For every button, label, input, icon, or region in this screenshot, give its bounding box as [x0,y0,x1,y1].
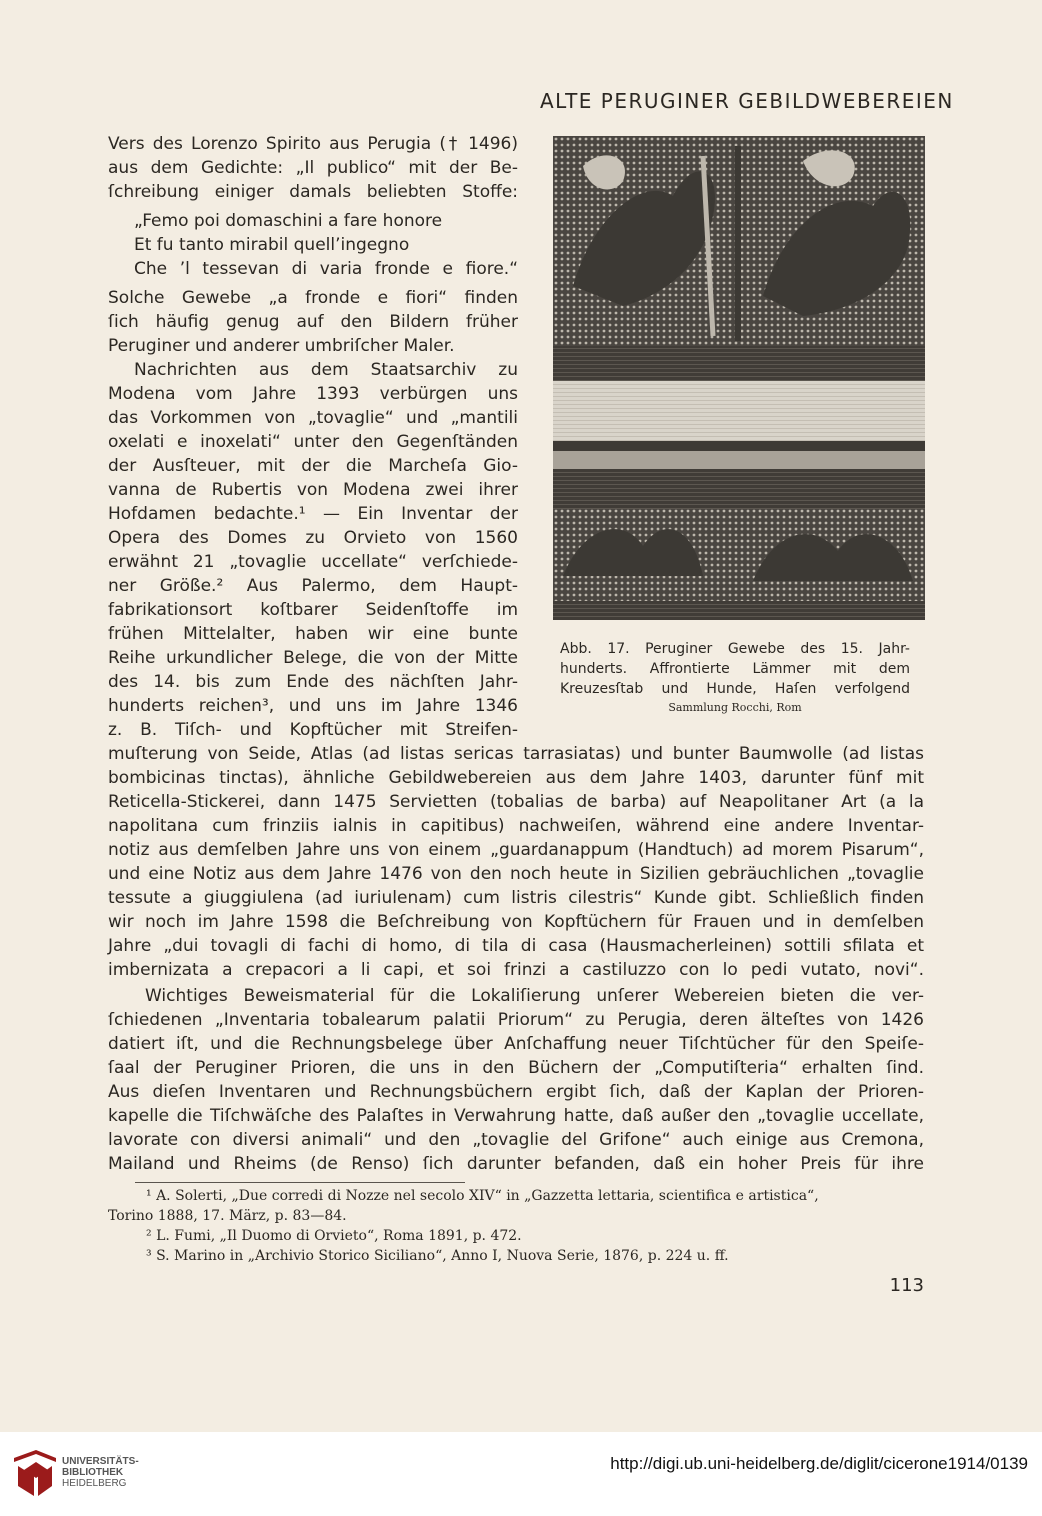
body-line: Reticella-Stickerei, dann 1475 Servietten (tobalias de barba) auf Neapolitaner Art (a la [108,792,924,812]
body-line: ſchreibung einiger damals beliebten Stoffe: [108,182,518,202]
body-line: ner Größe.² Aus Palermo, dem Haupt- [108,576,518,596]
body-line: aus dem Gedichte: „Il publico“ mit der Be- [108,158,518,178]
verse-line: Che ’l tessevan di varia fronde e fiore.“ [134,259,518,279]
figure-caption-line: hunderts. Affrontierte Lämmer mit dem [560,661,910,677]
body-line: datiert iſt, und die Rechnungsbelege über Anſchaffung neuer Tiſchtücher für den Speiſe- [108,1034,924,1054]
body-line: Reihe urkundlicher Belege, die von der Mitte [108,648,518,668]
textile-figure [553,136,925,620]
body-line: wir noch im Jahre 1598 die Beſchreibung von Kopftüchern für Frauen und in demſelben [108,912,924,932]
body-line: Wichtiges Beweismaterial für die Lokaliſierung unſerer Webereien bieten die ver- [145,986,924,1006]
body-line: Opera des Domes zu Orvieto von 1560 [108,528,518,548]
body-line: oxelati e inoxelati“ unter den Gegenſtänden [108,432,518,452]
body-line: tessute a giuggiulena (ad iuriulenam) cum listris cilestris“ Kunde gibt. Schließlich finden [108,888,924,908]
textile-image [553,136,925,620]
footnote: ² L. Fumi, „Il Duomo di Orvieto“, Roma 1891, p. 472. [146,1228,522,1244]
body-line: lavorate con diversi animali“ und den „tovaglie del Grifone“ auch einige aus Cremona, [108,1130,924,1150]
body-line: Nachrichten aus dem Staatsarchiv zu [134,360,518,380]
body-line: und eine Notiz aus dem Jahre 1476 von den noch heute in Sizilien gebräuchlichen „tovaglie [108,864,924,884]
body-line: kapelle die Tiſchwäſche des Palaſtes in Verwahrung hatte, daß außer den „tovaglie uccellate, [108,1106,924,1126]
body-line: fabrikationsort koſtbarer Seidenſtoffe im [108,600,518,620]
page-number: 113 [889,1275,924,1296]
figure-caption-line: Abb. 17. Peruginer Gewebe des 15. Jahr- [560,641,910,657]
verse-line: Et fu tanto mirabil quell’ingegno [134,235,410,255]
body-line: Vers des Lorenzo Spirito aus Perugia († 1496) [108,134,518,154]
body-line: Solche Gewebe „a fronde e fiori“ finden [108,288,518,308]
body-line: ſich häufig genug auf den Bildern früher [108,312,518,332]
footnote: ¹ A. Solerti, „Due corredi di Nozze nel secolo XIV“ in „Gazzetta lettaria, scientifica e artistica“, [146,1188,819,1204]
body-line: ſchiedenen „Inventaria tobalearum palatii Priorum“ zu Perugia, deren älteſtes von 1426 [108,1010,924,1030]
body-line: notiz aus demſelben Jahre uns von einem „guardanappum (Handtuch) ad morem Pisarum“, [108,840,924,860]
library-logo-icon [12,1448,58,1498]
permalink-url[interactable]: http://digi.ub.uni-heidelberg.de/diglit/cicerone1914/0139 [610,1454,1028,1473]
figure-caption-line: Kreuzesſtab und Hunde, Haſen verfolgend [560,681,910,697]
body-line: der Ausſteuer, mit der die Marcheſa Gio- [108,456,518,476]
body-line: z. B. Tiſch- und Kopftücher mit Streifen- [108,720,518,740]
body-line: bombicinas tinctas), ähnliche Gebildwebereien aus dem Jahre 1403, darunter fünf mit [108,768,924,788]
footnote: ³ S. Marino in „Archivio Storico Siciliano“, Anno I, Nuova Serie, 1876, p. 224 u. ff. [146,1248,729,1264]
body-line: erwähnt 21 „tovaglie uccellate“ verſchiede- [108,552,518,572]
body-line: Peruginer und anderer umbriſcher Maler. [108,336,455,356]
body-line: Modena vom Jahre 1393 verbürgen uns [108,384,518,404]
verse-line: „Femo poi domaschini a fare honore [134,211,443,231]
body-line: Jahre „dui tovagli di fachi di homo, di tila di casa (Hausmacherleinen) sottili sfilata et [108,936,924,956]
body-line: ſaal der Peruginer Prioren, die uns in den Büchern der „Computiſteria“ erhalten ſind. [108,1058,924,1078]
body-line: hunderts reichen³, und uns im Jahre 1346 [108,696,518,716]
body-line: vanna de Rubertis von Modena zwei ihrer [108,480,518,500]
footnote-rule [135,1182,465,1183]
body-line: frühen Mittelalter, haben wir eine bunte [108,624,518,644]
footnote-continued: Torino 1888, 17. März, p. 83—84. [108,1208,347,1224]
library-name: UNIVERSITÄTS- BIBLIOTHEK HEIDELBERG [62,1456,139,1489]
body-line: das Vorkommen von „tovaglie“ und „mantili [108,408,518,428]
body-line: Hofdamen bedachte.¹ — Ein Inventar der [108,504,518,524]
figure-credit: Sammlung Rocchi, Rom [668,701,802,714]
body-line: napolitana cum frinziis ialnis in capitibus) nachweiſen, während eine andere Inventar- [108,816,924,836]
viewer-footer [0,1432,1042,1516]
body-line: des 14. bis zum Ende des nächſten Jahr- [108,672,518,692]
body-line: Mailand und Rheims (de Renso) ſich darunter befanden, daß ein hoher Preis für ihre [108,1154,924,1174]
body-line: Aus dieſen Inventaren und Rechnungsbüchern ergibt ſich, daß der Kaplan der Prioren- [108,1082,924,1102]
running-head: ALTE PERUGINER GEBILDWEBEREIEN [540,89,954,113]
body-line: muſterung von Seide, Atlas (ad listas sericas tarrasiatas) und bunter Baumwolle (ad listas [108,744,924,764]
body-line: imbernizata a crepacori a li capi, et soi frinzi a castiluzzo con lo pedi vutato, novi“. [108,960,924,980]
